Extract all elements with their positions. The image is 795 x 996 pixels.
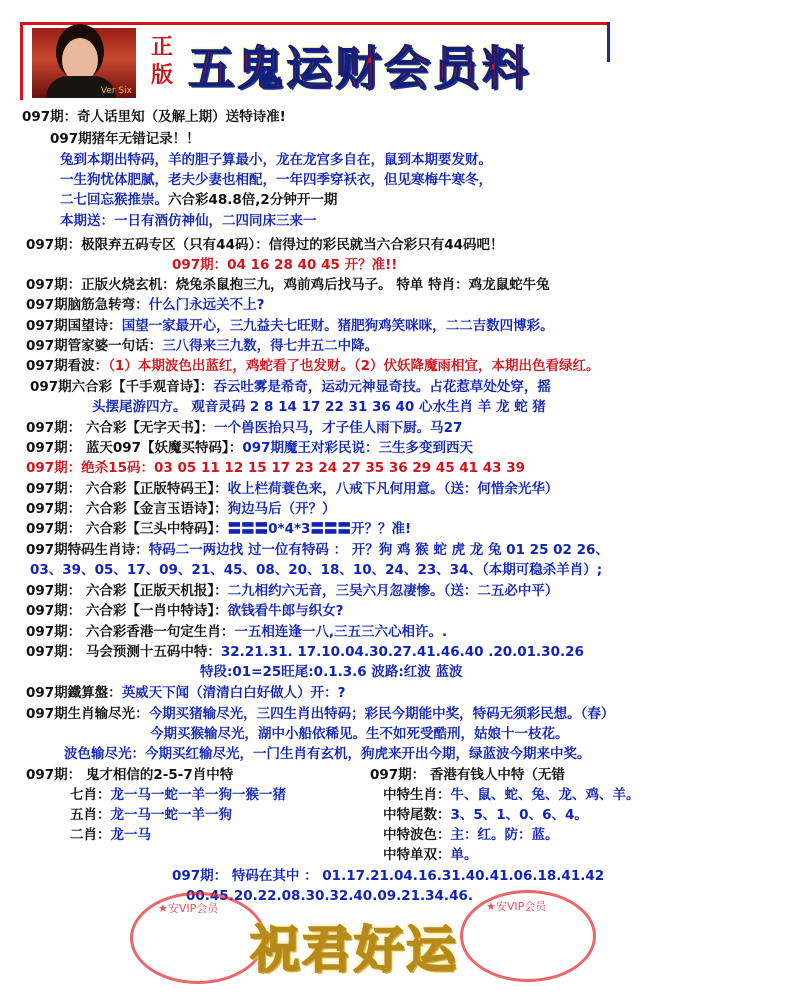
text-segment: 收上栏荷蓑色来，八戒下凡何用意。（送：何惜余光华） bbox=[227, 481, 559, 497]
text-line bbox=[26, 337, 378, 355]
text-segment: 今期买猪输尽光，三四生肖出特码；彩民今期能中奖，特码无须彩民想。（春） bbox=[148, 706, 615, 722]
text-segment: 二九相约六无音，三吴六月忽凄惨。（送：二五必中平） bbox=[227, 583, 559, 599]
text-line bbox=[60, 191, 337, 209]
text-segment: 六合彩48.8倍,2分钟开一期 bbox=[168, 192, 338, 208]
text-line bbox=[60, 171, 492, 189]
text-line bbox=[22, 108, 286, 126]
text-segment: 097期：正版火烧玄机：烧兔杀鼠抱三九，鸡前鸡后找马子。 特单 特肖：鸡龙鼠蛇牛兔 bbox=[26, 277, 550, 293]
text-segment: 七肖： bbox=[70, 787, 111, 803]
text-line bbox=[26, 582, 558, 600]
text-segment: 097期六合彩【千手观音诗】： bbox=[30, 379, 214, 395]
text-segment: 单。 bbox=[450, 847, 478, 863]
text-segment: 今期买猴输尽光，湖中小船依稀见。生不如死受酷刑，姑娘十一枝花。 bbox=[150, 726, 569, 742]
text-segment: 二七回忘猴推崇。 bbox=[60, 192, 168, 208]
text-segment: 龙一马 bbox=[110, 827, 151, 843]
text-line bbox=[26, 296, 265, 314]
text-segment: 兔到本期出特码，羊的胆子算最小，龙在龙宫多自在，鼠到本期要发财。 bbox=[60, 152, 492, 168]
text-line bbox=[383, 846, 478, 864]
text-segment: 097期： 蓝天097【妖魔买特码】： bbox=[26, 440, 243, 456]
text-line bbox=[26, 480, 558, 498]
text-segment: 中特单双： bbox=[383, 847, 451, 863]
text-line bbox=[383, 806, 588, 824]
text-line bbox=[70, 806, 232, 824]
text-line bbox=[26, 357, 599, 375]
text-line bbox=[70, 786, 286, 804]
text-line bbox=[383, 786, 640, 804]
header bbox=[20, 22, 610, 100]
text-line bbox=[26, 684, 346, 702]
text-segment: （1）本期波色出蓝红，鸡蛇看了也发财。（2）伏妖降魔雨相宜，本期出色看绿红。 bbox=[108, 358, 600, 374]
text-segment: 097期： 六合彩【一肖中特诗】： bbox=[26, 603, 228, 619]
seal-badge: 正版 bbox=[150, 35, 173, 88]
stamp-left-text: ★安VIP会员 bbox=[158, 902, 219, 915]
text-line bbox=[60, 151, 492, 169]
text-segment: 头摆尾游四方。 观音灵码 2 8 14 17 22 31 36 40 心水生肖 羊 龙 蛇 猪 bbox=[92, 399, 546, 415]
text-line bbox=[26, 520, 411, 538]
text-line bbox=[92, 398, 546, 416]
text-segment: 32.21.31. 17.10.04.30.27.41.46.40 .20.01.30.26 bbox=[220, 644, 584, 660]
text-segment: 一个兽医抬只马，才子佳人雨下厨。马27 bbox=[214, 420, 463, 436]
text-segment: 097期：04 16 28 40 45 开？准!! bbox=[172, 257, 398, 273]
text-line bbox=[200, 663, 462, 681]
text-segment: 五肖： bbox=[70, 807, 111, 823]
text-segment: 什么门永远关不上? bbox=[148, 297, 265, 313]
portrait-photo bbox=[32, 28, 136, 98]
text-segment: 中特尾数： bbox=[383, 807, 451, 823]
text-segment: 097期： 六合彩【正版天机报】： bbox=[26, 583, 228, 599]
text-segment: 中特生肖： bbox=[383, 787, 451, 803]
text-segment: 特码二一两边找 过一位有特码 ： 开？狗 鸡 猴 蛇 虎 龙 兔 01 25 02 26、 bbox=[148, 542, 609, 558]
text-segment: 一生狗忧体肥腻，老夫少妻也相配，一年四季穿袄衣，但见寒梅牛寒冬， bbox=[60, 172, 492, 188]
text-segment: 097期鐵算盤： bbox=[26, 685, 122, 701]
stamp-right-text: ★安VIP会员 bbox=[486, 900, 547, 913]
footer bbox=[130, 890, 590, 982]
text-line bbox=[26, 459, 525, 477]
text-line bbox=[64, 745, 591, 763]
text-line bbox=[26, 623, 447, 641]
text-line bbox=[26, 236, 504, 254]
text-segment: 097期看波： bbox=[26, 358, 109, 374]
text-segment: 097期猪年无错记录！！ bbox=[50, 131, 200, 147]
text-segment: 国望一家最开心，三九益夫七旺财。猪肥狗鸡笑咪咪，二二吉数四博彩。 bbox=[121, 318, 554, 334]
text-segment: 097期管家婆一句话： bbox=[26, 338, 163, 354]
text-segment: 097期： 六合彩【金言玉语诗】： bbox=[26, 501, 228, 517]
text-segment: 097期特码生肖诗： bbox=[26, 542, 149, 558]
text-segment: 欲钱看牛郎与织女? bbox=[227, 603, 344, 619]
text-line bbox=[70, 826, 151, 844]
text-segment: 097期脑筋急转弯： bbox=[26, 297, 149, 313]
text-segment: 中特波色： bbox=[383, 827, 451, 843]
text-segment: 097期： 六合彩【三头中特码】： bbox=[26, 521, 228, 537]
text-line bbox=[26, 317, 554, 335]
page-title: 五鬼运财会员料 bbox=[188, 41, 531, 95]
text-segment: 097期： 鬼才相信的2-5-7肖中特 bbox=[26, 767, 234, 783]
header-frame-top bbox=[20, 22, 610, 25]
text-segment: 龙一马一蛇一羊一狗 bbox=[110, 807, 232, 823]
text-line bbox=[26, 439, 473, 457]
text-line bbox=[172, 256, 397, 274]
text-segment: 一五相连逢一八,三五三六心相许。. bbox=[234, 624, 448, 640]
text-line bbox=[26, 602, 343, 620]
text-line bbox=[26, 419, 462, 437]
text-segment: 本期送：一日有酒仿神仙，二四同床三来一 bbox=[60, 213, 317, 229]
text-line bbox=[26, 276, 550, 294]
text-segment: 097期：极限弃五码专区（只有44码）：信得过的彩民就当六合彩只有44码吧！ bbox=[26, 237, 504, 253]
text-line bbox=[60, 212, 317, 230]
text-segment: 狗边马后（开？） bbox=[227, 501, 336, 517]
text-line bbox=[30, 561, 602, 579]
text-segment: 097期： 香港有钱人中特（无错 bbox=[370, 767, 565, 783]
header-frame-right bbox=[607, 22, 610, 62]
text-segment: 特段:01=25旺尾:0.1.3.6 波路:红波 蓝波 bbox=[200, 664, 463, 680]
text-line bbox=[30, 378, 551, 396]
text-line bbox=[172, 867, 604, 885]
text-segment: 00.45.20.22.08.30.32.40.09.21.34.46. bbox=[186, 888, 473, 904]
text-segment: 吞云吐雾是希奇，运动元神显奇技。占花惹草处处穿，摇 bbox=[213, 379, 551, 395]
text-segment: 097期： 马会预测十五码中特： bbox=[26, 644, 221, 660]
text-line bbox=[370, 766, 565, 784]
text-segment: 03、39、05、17、09、21、45、08、20、18、10、24、23、34、（本期可稳杀羊肖）; bbox=[30, 562, 603, 578]
text-line bbox=[26, 705, 614, 723]
portrait-tag: Ver Six bbox=[100, 86, 132, 96]
text-segment: 主：红。防：蓝。 bbox=[450, 827, 559, 843]
text-line bbox=[50, 130, 200, 148]
text-segment: 二肖： bbox=[70, 827, 111, 843]
text-segment: 097期国望诗： bbox=[26, 318, 122, 334]
text-segment: 097期： 特码在其中 ： 01.17.21.04.16.31.40.41.06.18.41.42 bbox=[172, 868, 605, 884]
text-segment: 龙一马一蛇一羊一狗一猴一猪 bbox=[110, 787, 286, 803]
text-segment: 〓〓〓0*4*3〓〓〓开？？准! bbox=[227, 521, 412, 537]
good-luck-banner: 祝君好运 bbox=[250, 920, 458, 979]
text-segment: 牛、鼠、蛇、兔、龙、鸡、羊。 bbox=[450, 787, 640, 803]
text-segment: 097期：绝杀15码：03 05 11 12 15 17 23 24 27 35 36 29 45 41 43 39 bbox=[26, 460, 526, 476]
header-frame-left bbox=[20, 22, 23, 100]
text-line bbox=[26, 541, 609, 559]
text-segment: 三八得来三九数，得七井五二中降。 bbox=[162, 338, 379, 354]
text-segment: 097期：奇人话里知（及解上期）送特诗准! bbox=[22, 109, 286, 125]
text-segment: 097期生肖输尽光： bbox=[26, 706, 149, 722]
text-segment: 英威天下闻（清清白白好做人）开：? bbox=[121, 685, 346, 701]
text-line bbox=[26, 500, 336, 518]
text-segment: 097期： 六合彩香港一句定生肖： bbox=[26, 624, 235, 640]
text-segment: 3、5、1、0、6、4。 bbox=[450, 807, 588, 823]
text-segment: 097期： 六合彩【正版特码王】： bbox=[26, 481, 228, 497]
text-segment: 097期魔王对彩民说：三生多变到西天 bbox=[242, 440, 473, 456]
text-line bbox=[383, 826, 559, 844]
text-line bbox=[26, 766, 233, 784]
text-segment: 波色输尽光：今期买红输尽光，一门生肖有玄机，狗虎来开出今期，绿蓝波今期来中奖。 bbox=[64, 746, 591, 762]
text-line bbox=[150, 725, 569, 743]
text-segment: 097期： 六合彩【无字天书】： bbox=[26, 420, 215, 436]
text-line bbox=[26, 643, 584, 661]
